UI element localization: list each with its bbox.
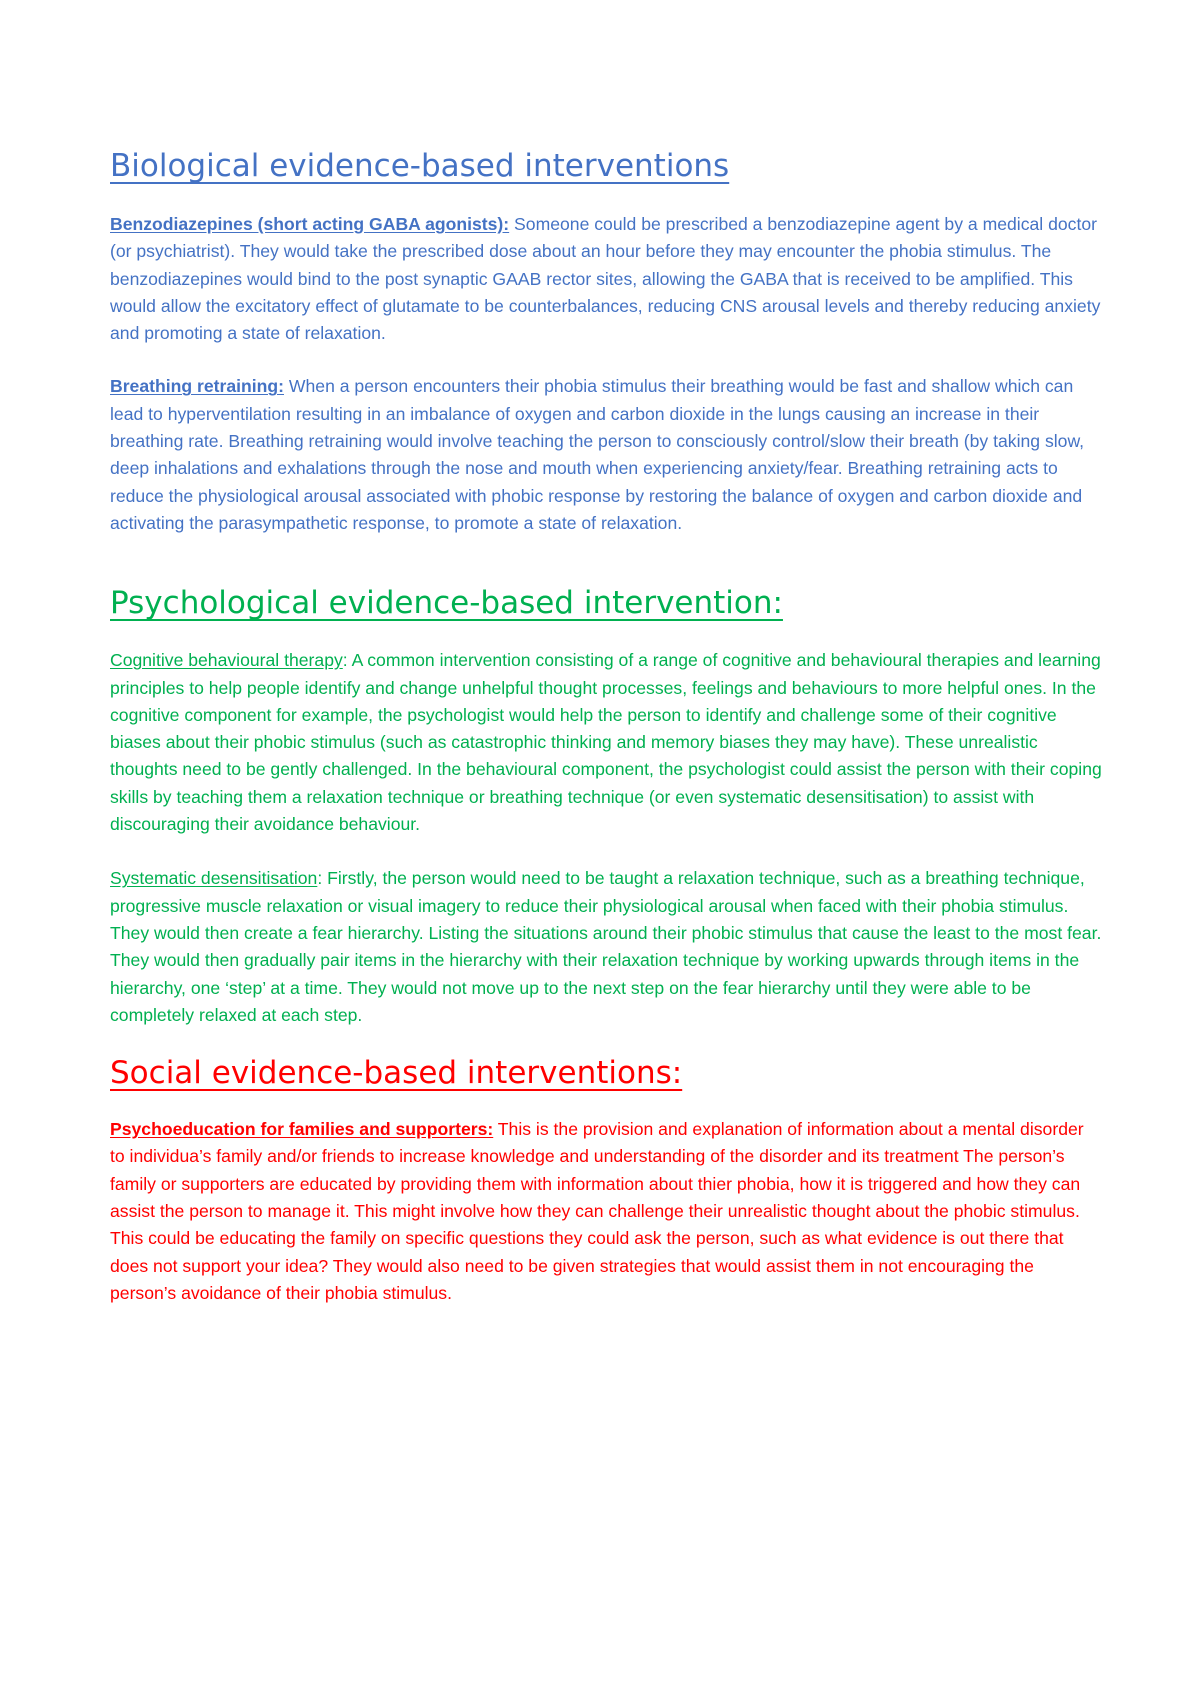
psychological-heading: Psychological evidence-based intervention: <box>110 585 783 622</box>
cbt-text: : A common intervention consisting of a range of cognitive and behavioural therapies and learning principles to help people identify and change unhelpful thought processes, feelings and behaviours to more helpful ones. In the cognitive component for example, the psychologist would help the person to identify and challenge some of their cognitive biases about their phobic stimulus (such as catastrophic thinking and memory biases they may have). These unrealistic thoughts need to be gently challenged. In the behavioural component, the psychologist could assist the person with their coping skills by teaching them a relaxation technique or breathing technique (or even systematic desensitisation) to assist with discouraging their avoidance behaviour. <box>110 650 1102 835</box>
benzodiazepines-text: Someone could be prescribed a benzodiazepine agent by a medical doctor (or psychiatrist). They would take the prescribed dose about an hour before they may encounter the phobia stimulus. The benzodiazepines would bind to the post synaptic GAAB rector sites, allowing the GABA that is received to be amplified. This would allow the excitatory effect of glutamate to be counterbalances, reducing CNS arousal levels and thereby reducing anxiety and promoting a state of relaxation. <box>110 214 1101 344</box>
psychoeducation-term: Psychoeducation for families and supporters: <box>110 1119 494 1140</box>
benzodiazepines-term: Benzodiazepines (short acting GABA agonists): <box>110 214 510 234</box>
biological-heading: Biological evidence-based interventions <box>110 148 730 184</box>
breathing-retraining-term: Breathing retraining: <box>110 376 284 397</box>
social-heading: Social evidence-based interventions: <box>110 1055 683 1092</box>
psychoeducation-paragraph <box>110 1116 1102 1307</box>
psychoeducation-text: This is the provision and explanation of information about a mental disorder to individua’s family and/or friends to increase knowledge and understanding of the disorder and its treatment The person’s family or supporters are educated by providing them with information about thier phobia, how it is triggered and how they can assist the person to manage it. This might involve how they can challenge their unrealistic thought about the phobic stimulus. This could be educating the family on specific questions they could ask the person, such as what evidence is out there that does not support your idea? They would also need to be given strategies that would assist them in not encouraging the person’s avoidance of their phobia stimulus. <box>110 1119 1084 1303</box>
systematic-desensitisation-text: : Firstly, the person would need to be taught a relaxation technique, such as a breathing technique, progressive muscle relaxation or visual imagery to reduce their physiological arousal when faced with their phobia stimulus. They would then create a fear hierarchy. Listing the situations around their phobic stimulus that cause the least to the most fear. They would then gradually pair items in the hierarchy with their relaxation technique by working upwards through items in the hierarchy, one ‘step’ at a time. They would not move up to the next step on the fear hierarchy until they were able to be completely relaxed at each step. <box>110 868 1102 1025</box>
breathing-retraining-text: When a person encounters their phobia stimulus their breathing would be fast and shallow which can lead to hyperventilation resulting in an imbalance of oxygen and carbon dioxide in the lungs causing an increase in their breathing rate. Breathing retraining would involve teaching the person to consciously control/slow their breath (by taking slow, deep inhalations and exhalations through the nose and mouth when experiencing anxiety/fear. Breathing retraining acts to reduce the physiological arousal associated with phobic response by restoring the balance of oxygen and carbon dioxide and activating the parasympathetic response, to promote a state of relaxation. <box>110 376 1085 533</box>
breathing-retraining-paragraph <box>110 373 1102 537</box>
cbt-paragraph <box>110 647 1102 838</box>
benzodiazepines-paragraph <box>110 211 1102 347</box>
cbt-term: Cognitive behavioural therapy <box>110 650 343 671</box>
document-page <box>110 146 1102 1307</box>
systematic-desensitisation-paragraph <box>110 865 1102 1029</box>
systematic-desensitisation-term: Systematic desensitisation <box>110 868 318 889</box>
